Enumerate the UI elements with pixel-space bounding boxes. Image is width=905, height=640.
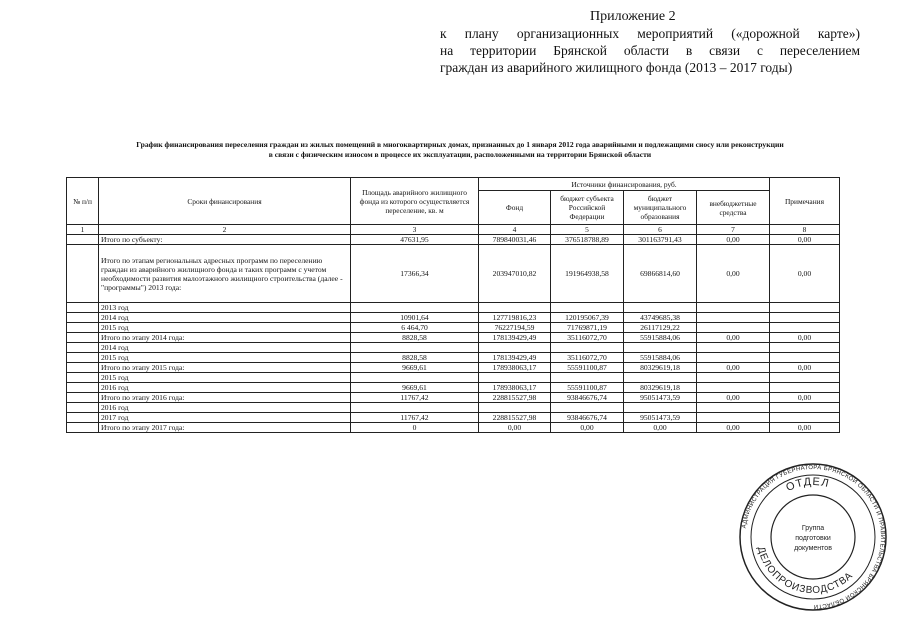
cell-label: 2015 год: [99, 323, 351, 333]
table-row: [67, 413, 840, 423]
cell-notes: [770, 343, 840, 353]
cell-area: [351, 373, 479, 383]
cell-label: Итого по этапу 2016 года:: [99, 393, 351, 403]
cell-fund: 127719816,23: [479, 313, 551, 323]
cell-extra: [697, 413, 770, 423]
cell-regional: 191964938,58: [551, 245, 624, 303]
cell-regional: 120195067,39: [551, 313, 624, 323]
stamp-center-line-2: подготовки: [795, 535, 831, 542]
stamp-center-line-3: документов: [794, 545, 832, 552]
cell-municipal: 55915884,06: [624, 353, 697, 363]
cell-municipal: 26117129,22: [624, 323, 697, 333]
col-number: 8: [770, 225, 840, 235]
cell-area: 10901,64: [351, 313, 479, 323]
cell-area: 9669,61: [351, 383, 479, 393]
cell-n: [67, 393, 99, 403]
cell-regional: 0,00: [551, 423, 624, 433]
cell-municipal: [624, 403, 697, 413]
appendix-block: [440, 8, 860, 76]
cell-regional: 93846676,74: [551, 393, 624, 403]
cell-fund: 203947010,82: [479, 245, 551, 303]
cell-label: 2015 год: [99, 353, 351, 363]
cell-label: 2016 год: [99, 403, 351, 413]
cell-extra: [697, 313, 770, 323]
cell-n: [67, 353, 99, 363]
header-area: Площадь аварийного жилищного фонда из которого осуществляется переселение, кв. м: [351, 178, 479, 225]
col-number: 1: [67, 225, 99, 235]
cell-notes: [770, 383, 840, 393]
cell-label: Итого по этапу 2015 года:: [99, 363, 351, 373]
cell-area: [351, 343, 479, 353]
cell-fund: [479, 303, 551, 313]
cell-regional: 55591100,87: [551, 383, 624, 393]
cell-n: [67, 333, 99, 343]
table-row: [67, 353, 840, 363]
cell-notes: [770, 323, 840, 333]
cell-regional: 35116072,70: [551, 333, 624, 343]
cell-label: 2015 год: [99, 373, 351, 383]
cell-n: [67, 413, 99, 423]
cell-n: [67, 363, 99, 373]
cell-municipal: 43749685,38: [624, 313, 697, 323]
header-terms: Сроки финансирования: [99, 178, 351, 225]
cell-label: Итого по этапам региональных адресных программ по переселению граждан из аварийного жилищного фонда и таких программ с учетом необходимости развития малоэтажного жилищного строительства (далее - "программы") 2013 года:: [99, 245, 351, 303]
cell-municipal: 55915884,06: [624, 333, 697, 343]
cell-municipal: [624, 343, 697, 353]
col-number: 4: [479, 225, 551, 235]
header-num: № п/п: [67, 178, 99, 225]
cell-label: Итого по этапу 2017 года:: [99, 423, 351, 433]
header-fund: Фонд: [479, 191, 551, 225]
heading-line-1: График финансирования переселения граждан из жилых помещений в многоквартирных домах, признанных до 1 января 2012 года аварийными и подлежащими сносу или реконструкции: [136, 140, 784, 149]
column-number-row: [67, 225, 840, 235]
col-number: 3: [351, 225, 479, 235]
cell-label: 2016 год: [99, 383, 351, 393]
cell-fund: 0,00: [479, 423, 551, 433]
table-row: [67, 343, 840, 353]
cell-notes: [770, 353, 840, 363]
appendix-line-2: на территории Брянской области в связи с переселением: [440, 43, 860, 58]
cell-notes: [770, 413, 840, 423]
cell-extra: 0,00: [697, 393, 770, 403]
table-row: [67, 383, 840, 393]
cell-fund: 178139429,49: [479, 353, 551, 363]
cell-n: [67, 245, 99, 303]
cell-regional: [551, 303, 624, 313]
cell-n: [67, 383, 99, 393]
cell-notes: 0,00: [770, 235, 840, 245]
stamp-center-line-1: Группа: [801, 525, 825, 532]
department-stamp: [738, 462, 888, 612]
cell-area: 8828,58: [351, 353, 479, 363]
cell-label: 2017 год: [99, 413, 351, 423]
cell-regional: [551, 373, 624, 383]
cell-municipal: 95051473,59: [624, 393, 697, 403]
cell-extra: [697, 383, 770, 393]
col-number: 2: [99, 225, 351, 235]
col-number: 5: [551, 225, 624, 235]
cell-n: [67, 323, 99, 333]
table-row: [67, 393, 840, 403]
cell-area: [351, 303, 479, 313]
cell-municipal: 0,00: [624, 423, 697, 433]
cell-extra: 0,00: [697, 235, 770, 245]
cell-regional: [551, 343, 624, 353]
cell-notes: 0,00: [770, 363, 840, 373]
cell-notes: 0,00: [770, 393, 840, 403]
cell-extra: [697, 323, 770, 333]
cell-n: [67, 235, 99, 245]
table-row: [67, 235, 840, 245]
stamp-top-text: ОТДЕЛ: [784, 475, 831, 494]
cell-area: [351, 403, 479, 413]
stamp-outer-text: АДМИНИСТРАЦИЯ ГУБЕРНАТОРА БРЯНСКОЙ ОБЛАСТИ И ПРАВИТЕЛЬСТВА БРЯНСКОЙ ОБЛАСТИ: [741, 464, 886, 610]
header-regional: бюджет субъекта Российской Федерации: [551, 191, 624, 225]
table-row: [67, 403, 840, 413]
table-row: [67, 423, 840, 433]
cell-municipal: 69866814,60: [624, 245, 697, 303]
col-number: 7: [697, 225, 770, 235]
stamp-bottom-text: ДЕЛОПРОИЗВОДСТВА: [754, 545, 856, 597]
cell-municipal: [624, 303, 697, 313]
cell-extra: [697, 353, 770, 363]
cell-notes: 0,00: [770, 333, 840, 343]
document-heading: [50, 140, 870, 160]
cell-notes: 0,00: [770, 245, 840, 303]
cell-extra: 0,00: [697, 245, 770, 303]
cell-extra: [697, 343, 770, 353]
cell-extra: [697, 403, 770, 413]
header-sources: Источники финансирования, руб.: [479, 178, 770, 191]
cell-fund: [479, 403, 551, 413]
cell-fund: 178139429,49: [479, 333, 551, 343]
cell-fund: [479, 343, 551, 353]
cell-label: 2014 год: [99, 313, 351, 323]
heading-line-2: в связи с физическим износом в процессе их эксплуатации, расположенными на территории Брянской области: [268, 150, 652, 159]
table-row: [67, 245, 840, 303]
header-notes: Примечания: [770, 178, 840, 225]
cell-extra: [697, 373, 770, 383]
table-row: [67, 313, 840, 323]
table-row: [67, 323, 840, 333]
cell-label: Итого по субъекту:: [99, 235, 351, 245]
cell-area: 11767,42: [351, 413, 479, 423]
cell-area: 8828,58: [351, 333, 479, 343]
cell-label: Итого по этапу 2014 года:: [99, 333, 351, 343]
table-row: [67, 363, 840, 373]
cell-municipal: [624, 373, 697, 383]
col-number: 6: [624, 225, 697, 235]
cell-extra: 0,00: [697, 333, 770, 343]
cell-n: [67, 373, 99, 383]
cell-notes: [770, 373, 840, 383]
cell-fund: 178938063,17: [479, 363, 551, 373]
cell-regional: 71769871,19: [551, 323, 624, 333]
cell-area: 6 464,70: [351, 323, 479, 333]
cell-fund: 228815527,98: [479, 393, 551, 403]
cell-notes: [770, 403, 840, 413]
table-row: [67, 333, 840, 343]
cell-n: [67, 423, 99, 433]
cell-fund: 76227194,59: [479, 323, 551, 333]
cell-area: 11767,42: [351, 393, 479, 403]
cell-notes: [770, 303, 840, 313]
cell-municipal: 95051473,59: [624, 413, 697, 423]
cell-regional: 93846676,74: [551, 413, 624, 423]
cell-n: [67, 403, 99, 413]
cell-fund: 789840031,46: [479, 235, 551, 245]
cell-n: [67, 313, 99, 323]
cell-area: 9669,61: [351, 363, 479, 373]
cell-area: 17366,34: [351, 245, 479, 303]
cell-municipal: 301163791,43: [624, 235, 697, 245]
financing-table: [66, 177, 840, 433]
cell-fund: [479, 373, 551, 383]
table-row: [67, 373, 840, 383]
cell-regional: 35116072,70: [551, 353, 624, 363]
cell-regional: [551, 403, 624, 413]
cell-fund: 178938063,17: [479, 383, 551, 393]
cell-municipal: 80329619,18: [624, 383, 697, 393]
cell-area: 47631,95: [351, 235, 479, 245]
table-row: [67, 303, 840, 313]
cell-label: 2014 год: [99, 343, 351, 353]
cell-regional: 55591100,87: [551, 363, 624, 373]
cell-municipal: 80329619,18: [624, 363, 697, 373]
cell-notes: 0,00: [770, 423, 840, 433]
cell-extra: 0,00: [697, 363, 770, 373]
cell-area: 0: [351, 423, 479, 433]
cell-regional: 376518788,89: [551, 235, 624, 245]
header-extra: внебюджетные средства: [697, 191, 770, 225]
appendix-line-3: граждан из аварийного жилищного фонда (2013 – 2017 годы): [440, 60, 793, 75]
cell-label: 2013 год: [99, 303, 351, 313]
cell-n: [67, 343, 99, 353]
svg-text:ДЕЛОПРОИЗВОДСТВА: [755, 545, 855, 596]
cell-n: [67, 303, 99, 313]
cell-extra: [697, 303, 770, 313]
cell-fund: 228815527,98: [479, 413, 551, 423]
appendix-line-1: к плану организационных мероприятий («дорожной карте»): [440, 26, 860, 41]
appendix-title: Приложение 2: [590, 9, 676, 24]
header-municipal: бюджет муниципального образования: [624, 191, 697, 225]
cell-extra: 0,00: [697, 423, 770, 433]
cell-notes: [770, 313, 840, 323]
